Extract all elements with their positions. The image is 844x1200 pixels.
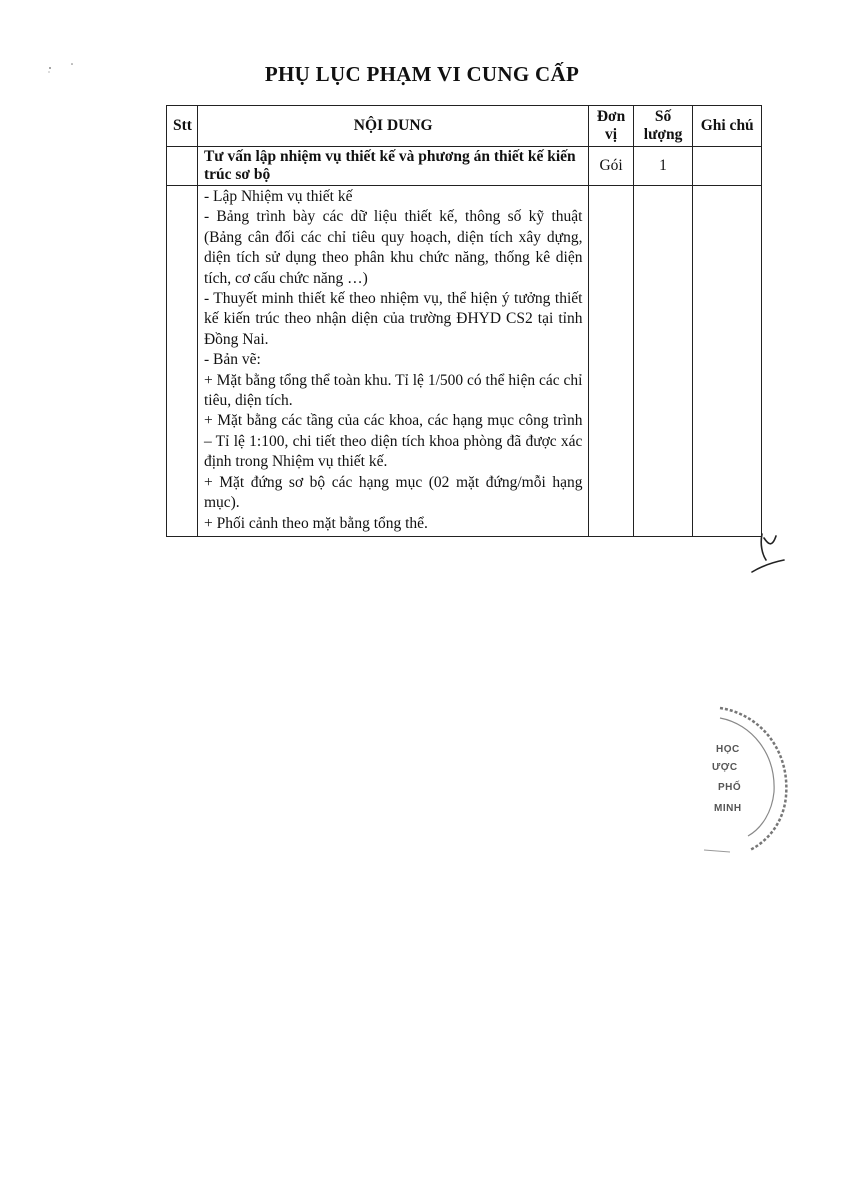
table-header-row [167,106,762,147]
detail-line: + Mặt bằng các tầng của các khoa, các hạng mục công trình – Tỉ lệ 1:100, chi tiết theo diện tích khoa phòng đã được xác định trong Nhiệm vụ thiết kế. [203,412,583,471]
header-note: Ghi chú [693,106,762,147]
item-unit: Gói [589,147,633,186]
header-content: NỘI DUNG [197,106,589,147]
details-unit-cell [589,186,633,537]
detail-line: + Mặt đứng sơ bộ các hạng mục (02 mặt đứng/mỗi hạng mục). [203,473,583,512]
item-stt [167,147,198,186]
detail-line: - Bản vẽ: [203,351,261,369]
header-stt: Stt [167,106,198,147]
document-title: PHỤ LỤC PHẠM VI CUNG CẤP [264,62,580,86]
seal-text: PHỐ [718,782,742,793]
details-quantity-cell [633,186,693,537]
official-seal [690,700,800,860]
seal-text: MINH [714,803,742,814]
seal-text: HỌC [716,744,740,755]
header-unit: Đơn vị [589,106,633,147]
header-quantity: Số lượng [633,106,693,147]
table-row-details [167,186,762,537]
detail-line: - Bảng trình bày các dữ liệu thiết kế, thông số kỹ thuật (Bảng cân đối các chỉ tiêu quy hoạch, diện tích xây dựng, diện tích sử dụng theo phân khu chức năng, thống kê diện tích, cơ cấu chức năng …) [203,208,583,287]
details-note-cell [693,186,762,537]
item-title: Tư vấn lập nhiệm vụ thiết kế và phương án thiết kế kiến trúc sơ bộ [197,147,589,186]
seal-text: ƯỢC [712,762,738,773]
detail-line: + Mặt bằng tổng thể toàn khu. Tỉ lệ 1/500 có thể hiện các chỉ tiêu, diện tích. [203,371,583,410]
table-row [167,147,762,186]
scope-table [166,105,762,537]
details-stt-cell [167,186,198,537]
detail-line: - Lập Nhiệm vụ thiết kế [203,188,353,205]
item-quantity: 1 [633,147,693,186]
detail-line: - Thuyết minh thiết kế theo nhiệm vụ, thể hiện ý tưởng thiết kế kiến trúc theo nhận diện của trường ĐHYD CS2 tại tỉnh Đồng Nai. [203,290,583,348]
initial-signature [748,530,788,580]
details-cell [197,186,589,537]
item-note [693,147,762,186]
detail-line: + Phối cảnh theo mặt bằng tổng thể. [203,514,428,532]
